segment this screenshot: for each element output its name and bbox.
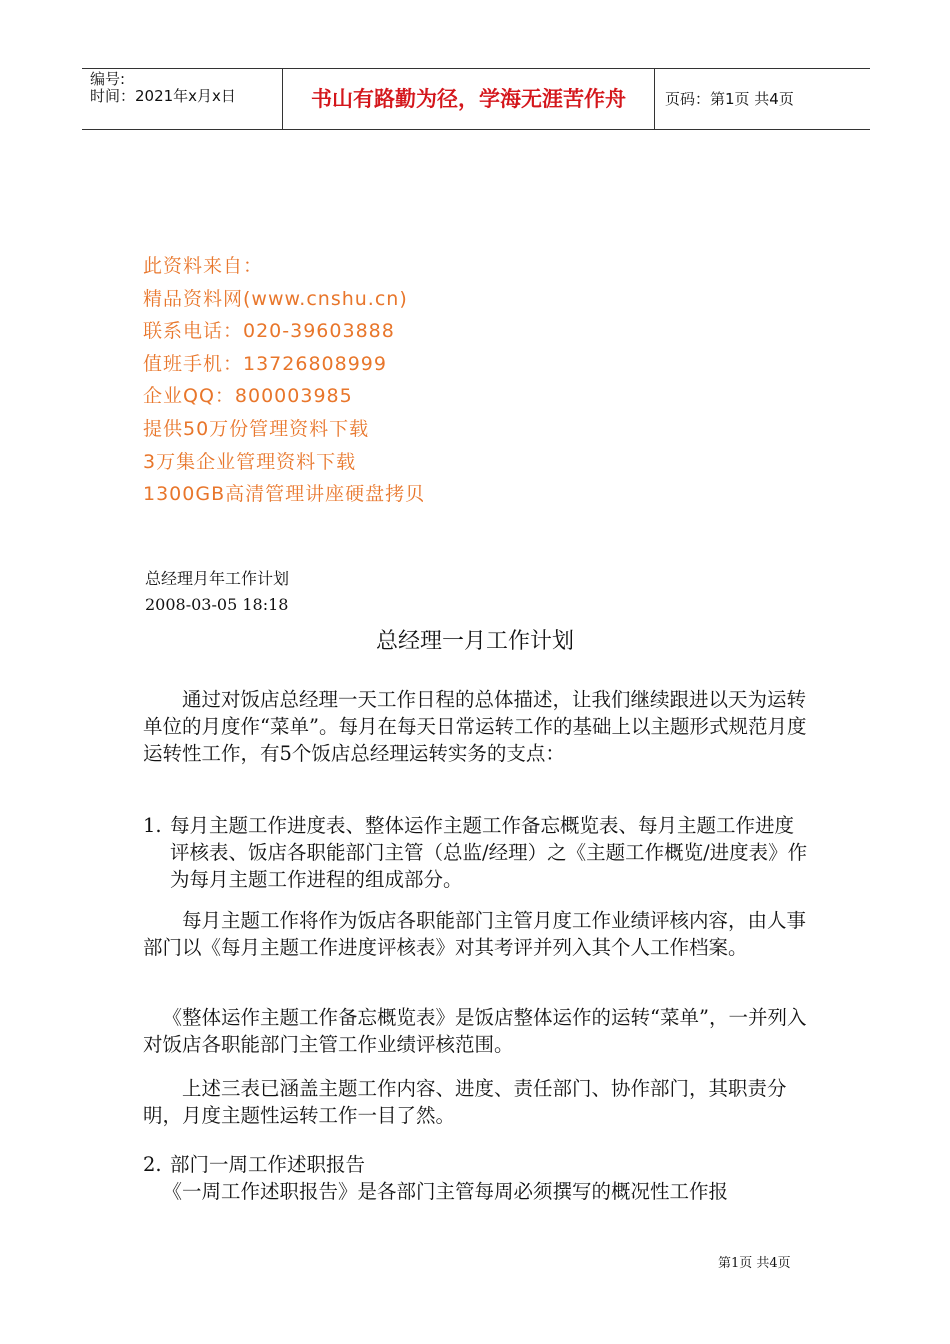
source-line: 3万集企业管理资料下载: [143, 450, 357, 473]
source-line: 联系电话：020-39603888: [143, 320, 395, 343]
doc-title: 总经理一月工作计划: [375, 629, 574, 654]
paragraph-text: 上述三表已涵盖主题工作内容、进度、责任部门、协作部门，其职责分明，月度主题性运转工作一目了然。: [143, 1077, 787, 1127]
list-number: 2.: [143, 1153, 162, 1176]
page-footer: 第1页 共4页: [718, 1256, 791, 1271]
source-line: 提供50万份管理资料下载: [143, 417, 370, 440]
motto: 书山有路勤为径，学海无涯苦作舟: [282, 69, 655, 129]
list-item-1: [143, 812, 808, 893]
page-header: [82, 68, 870, 130]
list-text: 每月主题工作进度表、整体运作主题工作备忘概览表、每月主题工作进度评核表、饭店各职能部门主管（总监/经理）之《主题工作概览/进度表》作为每月主题工作进程的组成部分。: [170, 814, 808, 891]
number-label: 编号:: [90, 70, 126, 88]
source-line: 值班手机：13726808999: [143, 352, 387, 375]
doc-meta: [145, 566, 289, 618]
intro-text: 通过对饭店总经理一天工作日程的总体描述，让我们继续跟进以天为运转单位的月度作“菜单”。每月在每天日常运转工作的基础上以主题形式规范月度运转性工作，有5个饭店总经理运转实务的支点：: [143, 688, 807, 765]
time-label: 时间：2021年x月x日: [90, 87, 236, 105]
paragraph-text: 每月主题工作将作为饭店各职能部门主管月度工作业绩评核内容，由人事部门以《每月主题工作进度评核表》对其考评并列入其个人工作档案。: [143, 909, 807, 959]
paragraph-5: [143, 1178, 808, 1205]
doc-datetime: 2008-03-05 18:18: [145, 595, 289, 614]
list-item-2: [143, 1151, 808, 1178]
source-line: 企业QQ：800003985: [143, 385, 353, 408]
paragraph-text: 《整体运作主题工作备忘概览表》是饭店整体运作的运转“菜单”，一并列入对饭店各职能部门主管工作业绩评核范围。: [143, 1006, 807, 1056]
intro-paragraph: [143, 686, 808, 767]
paragraph-2: [143, 907, 808, 961]
source-line: 1300GB高清管理讲座硬盘拷贝: [143, 483, 426, 506]
source-line: 此资料来自：: [143, 255, 264, 277]
list-text: 部门一周工作述职报告: [170, 1153, 366, 1176]
paragraph-text: 《一周工作述职报告》是各部门主管每周必须撰写的概况性工作报: [162, 1180, 729, 1203]
source-info-block: [143, 250, 425, 511]
list-number: 1.: [143, 814, 162, 837]
source-line: 精品资料网(www.cnshu.cn): [143, 287, 408, 310]
paragraph-3: [143, 1004, 808, 1058]
header-page-label: 页码：第1页 共4页: [665, 90, 794, 108]
paragraph-4: [143, 1075, 808, 1129]
header-left-cell: [82, 69, 282, 129]
doc-subtitle: 总经理月年工作计划: [145, 569, 290, 588]
